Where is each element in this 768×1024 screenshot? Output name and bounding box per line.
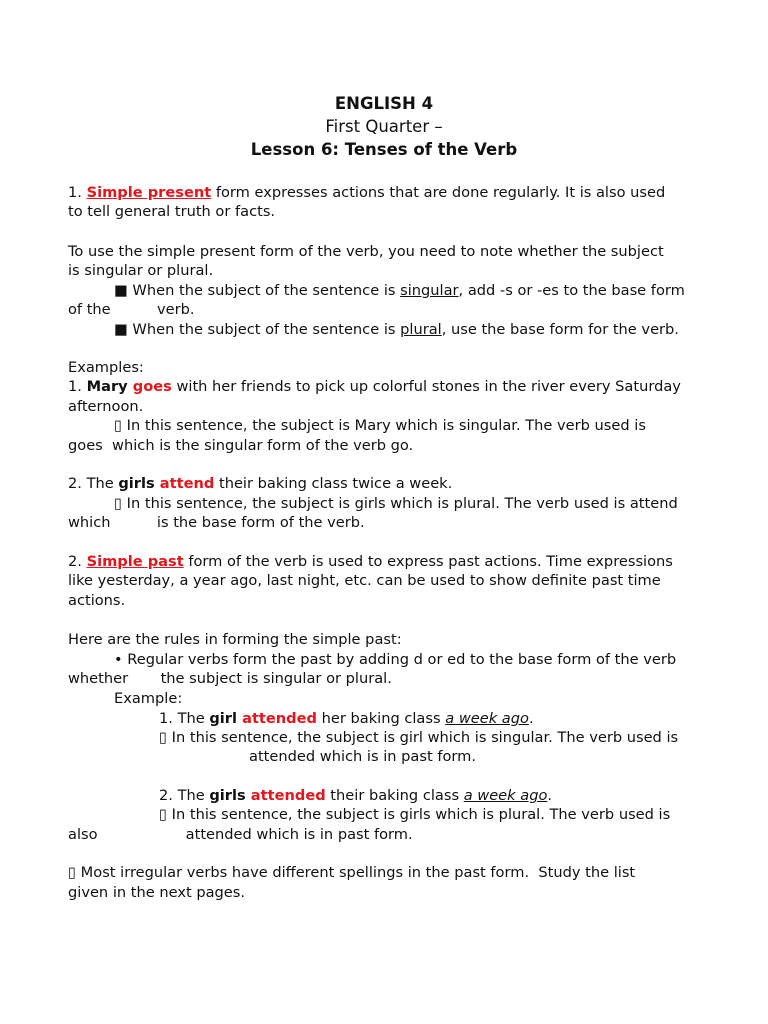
section2-line1 [68, 552, 673, 571]
section1-line2: to tell general truth or facts. [68, 203, 276, 220]
past-example1-note-line2: attended which is in past form. [249, 748, 476, 765]
lesson-title: Lesson 6: Tenses of the Verb [250, 140, 518, 159]
irregular-note [68, 863, 635, 882]
past-example1-number: 1. The [159, 710, 210, 727]
past-rule-bullet-line2: whether the subject is singular or plural. [68, 670, 392, 687]
past-example2-verb: attended [245, 787, 326, 804]
past-example1-subject: girl [209, 710, 238, 727]
examples-heading: Examples: [68, 359, 144, 376]
past-example2 [159, 786, 552, 805]
note-box-icon: ▯ [159, 806, 168, 823]
note-box-icon: ▯ [114, 495, 123, 512]
section1-number: 1. [68, 184, 87, 201]
rule-plural-keyword: plural [400, 321, 442, 338]
past-example2-text: their baking class [325, 787, 464, 804]
section2-number: 2. [68, 553, 87, 570]
example1-note [114, 416, 646, 435]
section2-line2: like yesterday, a year ago, last night, etc. can be used to show definite past time [68, 572, 661, 589]
past-example2-period: . [547, 787, 553, 804]
document-subtitle: First Quarter – [325, 117, 443, 136]
irregular-note-line2: given in the next pages. [68, 884, 246, 901]
rule-singular-line2: of the verb. [68, 301, 195, 318]
section2-term: Simple past [86, 553, 184, 570]
section1-line1 [68, 183, 665, 202]
intro-line1: To use the simple present form of the verb, you need to note whether the subject [68, 243, 664, 260]
example2-note-line2: which is the base form of the verb. [68, 514, 365, 531]
past-example1-time: a week ago [445, 710, 529, 727]
section1-term: Simple present [86, 184, 212, 201]
document-title: ENGLISH 4 [334, 94, 434, 113]
example1-note-text: In this sentence, the subject is Mary which is singular. The verb used is [122, 417, 646, 434]
rule-singular-text: ■ When the subject of the sentence is [114, 282, 401, 299]
irregular-note-text: Most irregular verbs have different spellings in the past form. Study the list [76, 864, 636, 881]
section2-text: form of the verb is used to express past actions. Time expressions [183, 553, 673, 570]
example2-number: 2. The [68, 475, 119, 492]
past-example2-time: a week ago [463, 787, 548, 804]
past-example1-verb: attended [237, 710, 317, 727]
past-example1-text: her baking class [316, 710, 446, 727]
example1-verb: goes [127, 378, 172, 395]
past-example-label: Example: [114, 690, 183, 707]
past-example2-subject: girls [209, 787, 246, 804]
past-example1-note-text: In this sentence, the subject is girl which is singular. The verb used is [167, 729, 679, 746]
example1-text: with her friends to pick up colorful stones in the river every Saturday [171, 378, 681, 395]
intro-line2: is singular or plural. [68, 262, 214, 279]
rule-plural [114, 320, 679, 339]
section2-line3: actions. [68, 592, 126, 609]
example1-number: 1. [68, 378, 87, 395]
rule-singular-text-end: , add -s or -es to the base form [458, 282, 685, 299]
rule-plural-text: ■ When the subject of the sentence is [114, 321, 401, 338]
section1-text: form expresses actions that are done regularly. It is also used [211, 184, 666, 201]
example1-line2: afternoon. [68, 398, 144, 415]
note-box-icon: ▯ [114, 417, 123, 434]
past-rules-heading: Here are the rules in forming the simple past: [68, 631, 402, 648]
rule-singular-keyword: singular [400, 282, 459, 299]
example1-line1 [68, 377, 681, 396]
rule-plural-text-end: , use the base form for the verb. [441, 321, 679, 338]
past-example1-note [159, 728, 678, 747]
past-example2-number: 2. The [159, 787, 210, 804]
example2-subject: girls [118, 475, 155, 492]
example1-note-line2: goes which is the singular form of the verb go. [68, 437, 414, 454]
example1-subject: Mary [86, 378, 128, 395]
past-example2-note-line2: also attended which is in past form. [68, 826, 413, 843]
past-example1-period: . [528, 710, 534, 727]
past-example1 [159, 709, 534, 728]
past-example2-note [159, 805, 670, 824]
example2-text: their baking class twice a week. [214, 475, 453, 492]
past-rule-bullet: • Regular verbs form the past by adding d or ed to the base form of the verb [114, 651, 677, 668]
example2-verb: attend [154, 475, 215, 492]
note-box-icon: ▯ [68, 864, 77, 881]
rule-singular [114, 281, 685, 300]
note-box-icon: ▯ [159, 729, 168, 746]
past-example2-note-text: In this sentence, the subject is girls which is plural. The verb used is [167, 806, 671, 823]
example2-note-text: In this sentence, the subject is girls which is plural. The verb used is attend [122, 495, 678, 512]
example2-note [114, 494, 678, 513]
example2-line1 [68, 474, 452, 493]
